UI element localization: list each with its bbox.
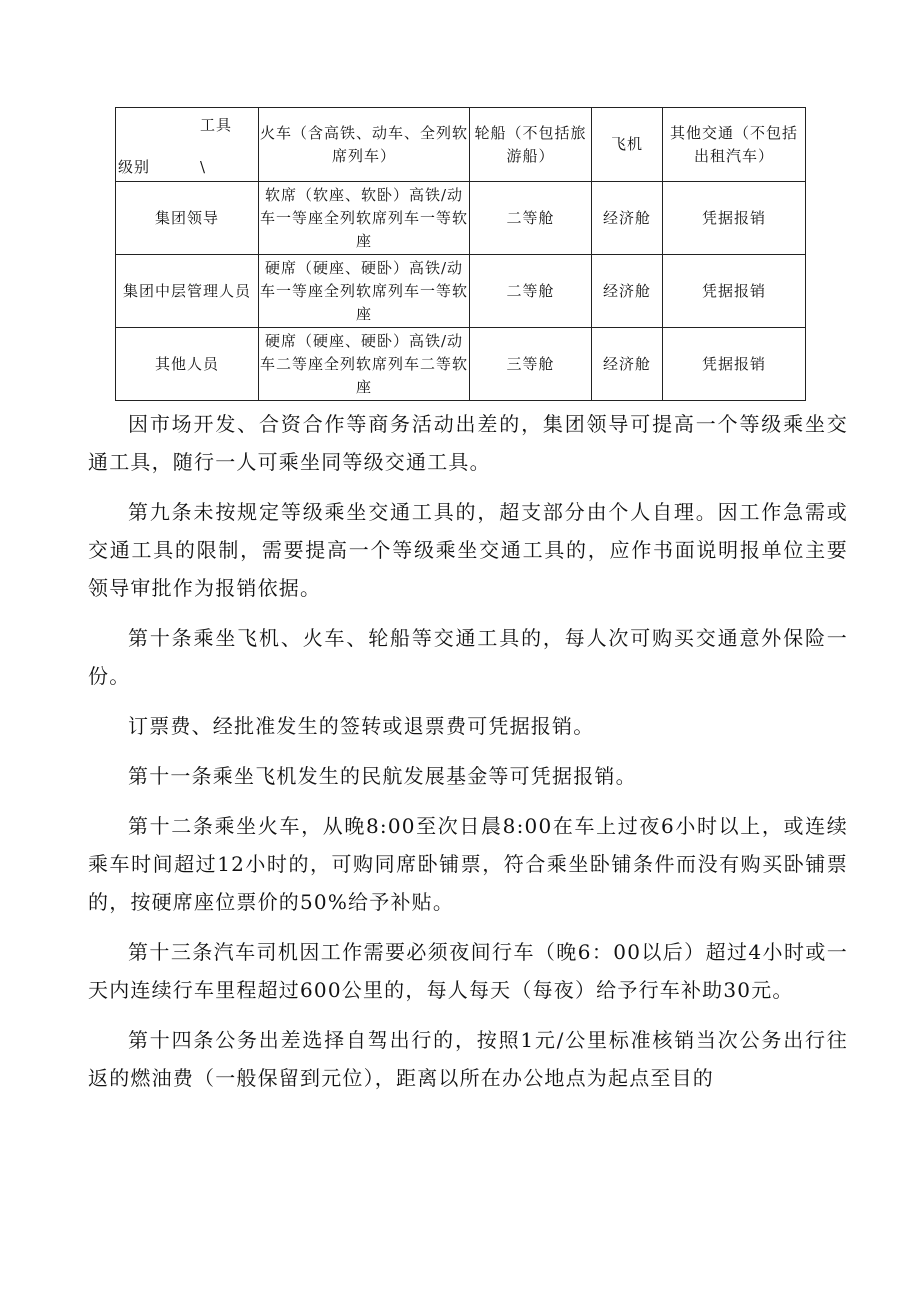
level-cell: 其他人员 <box>116 328 259 401</box>
table-row <box>116 328 806 401</box>
table-corner-cell <box>116 108 259 182</box>
header-other: 其他交通（不包括出租汽车） <box>663 108 806 182</box>
ship-cell: 二等舱 <box>470 182 592 255</box>
table-row <box>116 182 806 255</box>
plane-cell: 经济舱 <box>592 255 663 328</box>
other-cell: 凭据报销 <box>663 255 806 328</box>
ship-cell: 三等舱 <box>470 328 592 401</box>
ship-cell: 二等舱 <box>470 255 592 328</box>
train-cell: 硬席（硬座、硬卧）高铁/动车一等座全列软席列车一等软座 <box>259 255 470 328</box>
other-cell: 凭据报销 <box>663 182 806 255</box>
paragraph-article-10: 第十条乘坐飞机、火车、轮船等交通工具的，每人次可购买交通意外保险一份。 <box>88 626 848 688</box>
paragraph-article-11: 第十一条乘坐飞机发生的民航发展基金等可凭据报销。 <box>128 764 637 788</box>
corner-slash: \ <box>200 158 207 176</box>
level-cell: 集团领导 <box>116 182 259 255</box>
paragraph-article-13: 第十三条汽车司机因工作需要必须夜间行车（晚6：00以后）超过4小时或一天内连续行车里程超过600公里的，每人每天（每夜）给予行车补助30元。 <box>88 940 848 1002</box>
train-cell: 软席（软座、软卧）高铁/动车一等座全列软席列车一等软座 <box>259 182 470 255</box>
paragraph-ticket-fees: 订票费、经批准发生的签转或退票费可凭据报销。 <box>128 714 595 738</box>
header-train: 火车（含高铁、动车、全列软席列车） <box>259 108 470 182</box>
plane-cell: 经济舱 <box>592 328 663 401</box>
paragraph-article-14: 第十四条公务出差选择自驾出行的，按照1元/公里标准核销当次公务出行往返的燃油费（一般保留到元位），距离以所在办公地点为起点至目的 <box>88 1028 848 1090</box>
paragraph-article-12: 第十二条乘坐火车，从晚8:00至次日晨8:00在车上过夜6小时以上，或连续乘车时间超过12小时的，可购同席卧铺票，符合乘坐卧铺条件而没有购买卧铺票的，按硬席座位票价的50%给予补贴。 <box>88 814 848 914</box>
train-cell: 硬席（硬座、硬卧）高铁/动车二等座全列软席列车二等软座 <box>259 328 470 401</box>
body-text <box>88 405 848 1109</box>
level-cell: 集团中层管理人员 <box>116 255 259 328</box>
corner-label-level: 级别 <box>118 158 151 176</box>
corner-label-tool: 工具 <box>200 116 233 134</box>
transport-grade-table <box>115 107 806 401</box>
paragraph-business-travel: 因市场开发、合资合作等商务活动出差的，集团领导可提高一个等级乘坐交通工具，随行一人可乘坐同等级交通工具。 <box>88 412 848 474</box>
header-ship: 轮船（不包括旅游船） <box>470 108 592 182</box>
paragraph-article-9: 第九条未按规定等级乘坐交通工具的，超支部分由个人自理。因工作急需或交通工具的限制，需要提高一个等级乘坐交通工具的，应作书面说明报单位主要领导审批作为报销依据。 <box>88 500 848 600</box>
other-cell: 凭据报销 <box>663 328 806 401</box>
plane-cell: 经济舱 <box>592 182 663 255</box>
table-row <box>116 255 806 328</box>
table-header-row <box>116 108 806 182</box>
header-plane: 飞机 <box>592 108 663 182</box>
